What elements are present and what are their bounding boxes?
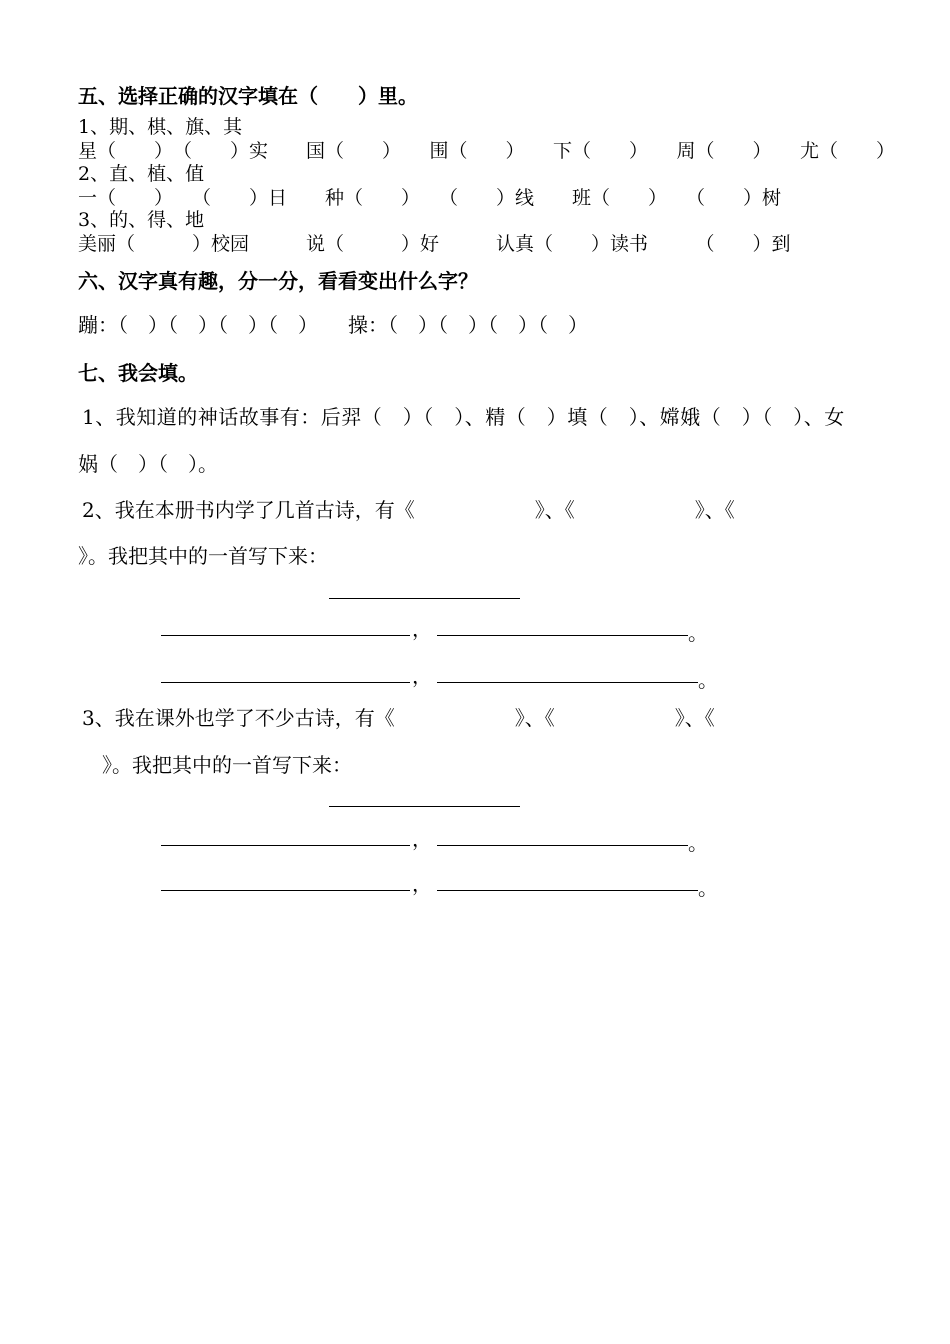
poem-line-1b[interactable] xyxy=(437,845,688,846)
q1-options: 1、期、棋、旗、其 xyxy=(78,116,243,138)
poem-line-1b[interactable] xyxy=(437,635,688,636)
period: 。 xyxy=(688,621,708,645)
comma: ， xyxy=(412,664,432,688)
poem-line-1a[interactable] xyxy=(161,845,410,846)
section6-title: 六、汉字真有趣，分一分，看看变出什么字？ xyxy=(78,269,478,293)
q2-items: 一（ ） （ ）日 种（ ） （ ）线 班（ ） （ ）树 xyxy=(78,187,782,209)
myth-stories-line1: 1、我知道的神话故事有：后羿（ ）（ ）、精（ ）填（ ）、嫦娥（ ）（ ）、女 xyxy=(82,405,845,429)
period: 。 xyxy=(698,876,718,900)
poem-line-2a[interactable] xyxy=(161,682,410,683)
comma: ， xyxy=(412,872,432,896)
comma: ， xyxy=(412,827,432,851)
poem-line-2a[interactable] xyxy=(161,890,410,891)
poem-title-line[interactable] xyxy=(329,806,520,807)
q2-options: 2、直、植、值 xyxy=(78,163,205,185)
split-characters-line: 蹦：（ ）（ ）（ ）（ ） 操：（ ）（ ）（ ）（ ） xyxy=(78,313,588,337)
period: 。 xyxy=(688,831,708,855)
section7-title: 七、我会填。 xyxy=(78,361,198,385)
q3-options: 3、的、得、地 xyxy=(78,209,205,231)
poem-line-2b[interactable] xyxy=(437,682,698,683)
poems-in-book-line2: 》。我把其中的一首写下来： xyxy=(78,544,328,568)
poem-line-2b[interactable] xyxy=(437,890,698,891)
extra-poems-line2: 》。我把其中的一首写下来： xyxy=(102,753,352,777)
extra-poems-line1: 3、我在课外也学了不少古诗，有《 》、《 》、《 xyxy=(82,706,715,730)
myth-stories-line2: 娲（ ）（ ）。 xyxy=(78,452,218,476)
section5-title: 五、选择正确的汉字填在（ ）里。 xyxy=(78,84,418,108)
q3-items: 美丽（ ）校园 说（ ）好 认真（ ）读书 （ ）到 xyxy=(78,233,791,255)
period: 。 xyxy=(698,668,718,692)
poems-in-book-line1: 2、我在本册书内学了几首古诗，有《 》、《 》、《 xyxy=(82,498,735,522)
q1-items: 星（ ） （ ）实 国（ ） 围（ ） 下（ ） 周（ ） 尤（ ） xyxy=(78,140,896,162)
comma: ， xyxy=(412,617,432,641)
poem-title-line[interactable] xyxy=(329,598,520,599)
poem-line-1a[interactable] xyxy=(161,635,410,636)
